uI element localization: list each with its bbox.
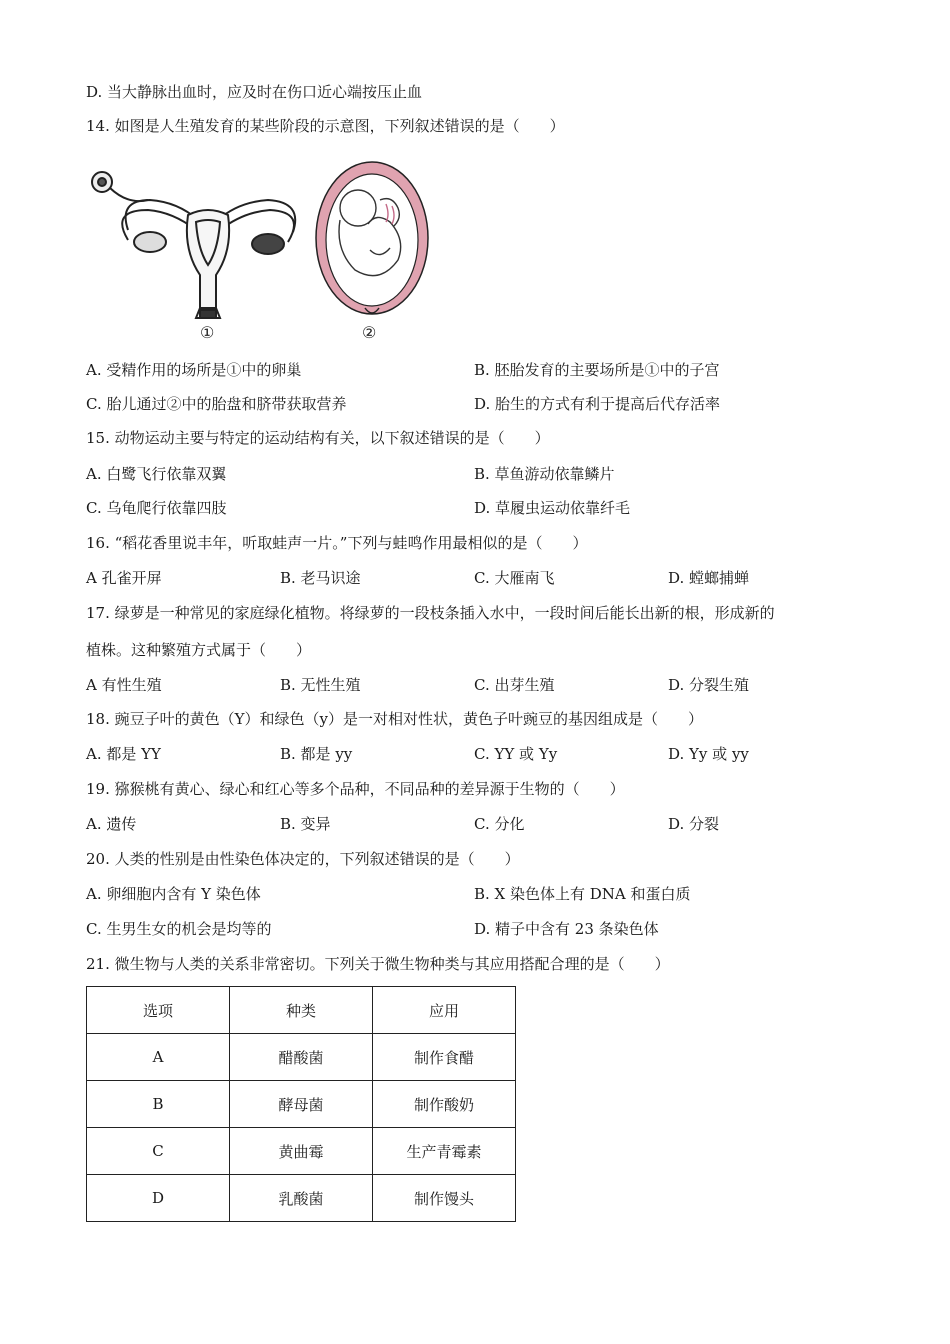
table-cell: 制作食醋	[373, 1034, 516, 1081]
table-cell: 制作馒头	[373, 1175, 516, 1222]
question-20-option-b: B. X 染色体上有 DNA 和蛋白质	[474, 885, 691, 903]
table-cell: 酵母菌	[230, 1081, 373, 1128]
question-17-stem-line-2: 植株。这种繁殖方式属于（ ）	[86, 641, 312, 659]
fetus-figure	[310, 160, 440, 345]
question-19-stem: 19. 猕猴桃有黄心、绿心和红心等多个品种，不同品种的差异源于生物的（ ）	[86, 780, 625, 798]
table-cell: 醋酸菌	[230, 1034, 373, 1081]
figure-2-label: ②	[362, 323, 377, 342]
question-16-option-d: D. 螳螂捕蝉	[668, 569, 750, 587]
question-15-option-a: A. 白鹭飞行依靠双翼	[86, 465, 227, 483]
question-15-option-d: D. 草履虫运动依靠纤毛	[474, 499, 631, 517]
question-16-stem: 16. “稻花香里说丰年，听取蛙声一片。”下列与蛙鸣作用最相似的是（ ）	[86, 534, 588, 552]
question-20-option-a: A. 卵细胞内含有 Y 染色体	[86, 885, 261, 903]
question-15-option-c: C. 乌龟爬行依靠四肢	[86, 499, 227, 517]
question-18-stem: 18. 豌豆子叶的黄色（Y）和绿色（y）是一对相对性状，黄色子叶豌豆的基因组成是（ ）	[86, 710, 704, 728]
table-header-cell: 种类	[230, 987, 373, 1034]
question-17-option-c: C. 出芽生殖	[474, 676, 555, 694]
table-header-cell: 应用	[373, 987, 516, 1034]
question-18-option-b: B. 都是 yy	[280, 745, 353, 763]
question-14-option-d: D. 胎生的方式有利于提高后代存活率	[474, 395, 721, 413]
question-19-option-c: C. 分化	[474, 815, 525, 833]
table-row	[87, 1128, 516, 1175]
table-header-cell: 选项	[87, 987, 230, 1034]
question-14-option-a: A. 受精作用的场所是①中的卵巢	[86, 361, 302, 379]
question-16-option-c: C. 大雁南飞	[474, 569, 555, 587]
question-15-option-b: B. 草鱼游动依靠鳞片	[474, 465, 615, 483]
question-15-stem: 15. 动物运动主要与特定的运动结构有关，以下叙述错误的是（ ）	[86, 429, 550, 447]
table-cell: 黄曲霉	[230, 1128, 373, 1175]
question-16-option-a: A 孔雀开屏	[86, 569, 162, 587]
question-16-option-b: B. 老马识途	[280, 569, 361, 587]
question-17-option-a: A 有性生殖	[86, 676, 162, 694]
table-cell: B	[87, 1081, 230, 1128]
table-row	[87, 1034, 516, 1081]
question-20-option-d: D. 精子中含有 23 条染色体	[474, 920, 659, 938]
question-18-option-c: C. YY 或 Yy	[474, 745, 558, 763]
question-21-table	[86, 986, 516, 1222]
table-cell: D	[87, 1175, 230, 1222]
figure-1-label: ①	[200, 323, 215, 342]
question-19-option-d: D. 分裂	[668, 815, 720, 833]
table-cell: 制作酸奶	[373, 1081, 516, 1128]
table-cell: C	[87, 1128, 230, 1175]
question-18-option-a: A. 都是 YY	[86, 745, 161, 763]
table-row	[87, 1081, 516, 1128]
reproductive-system-figure	[88, 160, 308, 345]
question-14-option-b: B. 胚胎发育的主要场所是①中的子宫	[474, 361, 720, 379]
question-17-stem-line-1: 17. 绿萝是一种常见的家庭绿化植物。将绿萝的一段枝条插入水中，一段时间后能长出新的根，形成新的	[86, 604, 775, 622]
question-19-option-b: B. 变异	[280, 815, 331, 833]
table-header-row	[87, 987, 516, 1034]
table-cell: A	[87, 1034, 230, 1081]
question-13-option-d: D. 当大静脉出血时，应及时在伤口近心端按压止血	[86, 83, 423, 101]
question-20-stem: 20. 人类的性别是由性染色体决定的，下列叙述错误的是（ ）	[86, 850, 520, 868]
table-cell: 生产青霉素	[373, 1128, 516, 1175]
question-18-option-d: D. Yy 或 yy	[668, 745, 749, 763]
question-14-option-c: C. 胎儿通过②中的胎盘和脐带获取营养	[86, 395, 347, 413]
question-17-option-b: B. 无性生殖	[280, 676, 361, 694]
question-19-option-a: A. 遗传	[86, 815, 137, 833]
table-row	[87, 1175, 516, 1222]
question-14-stem: 14. 如图是人生殖发育的某些阶段的示意图，下列叙述错误的是（ ）	[86, 117, 565, 135]
question-17-option-d: D. 分裂生殖	[668, 676, 750, 694]
table-cell: 乳酸菌	[230, 1175, 373, 1222]
question-21-stem: 21. 微生物与人类的关系非常密切。下列关于微生物种类与其应用搭配合理的是（ ）	[86, 955, 670, 973]
question-20-option-c: C. 生男生女的机会是均等的	[86, 920, 272, 938]
